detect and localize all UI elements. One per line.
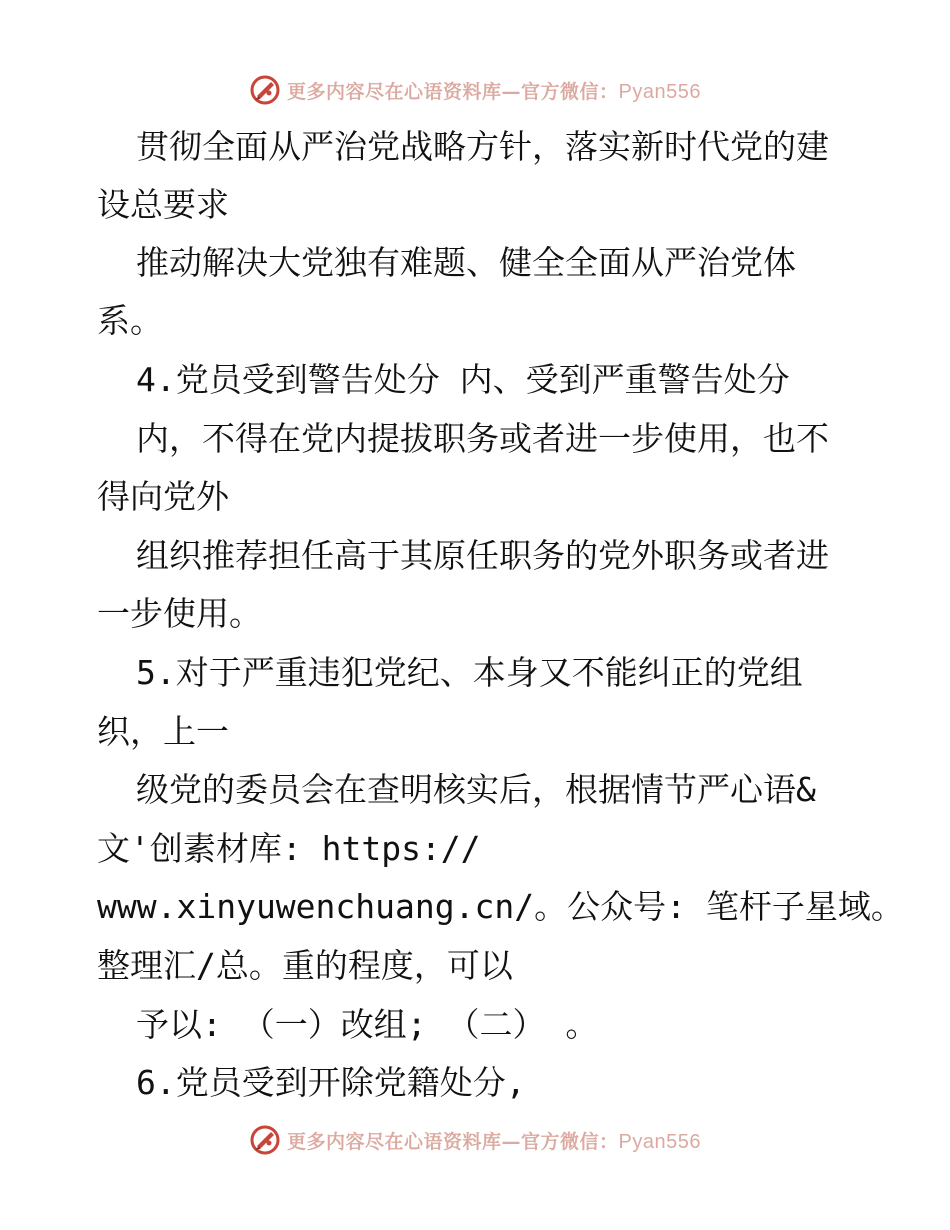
text-line: 文'创素材库: https:// bbox=[97, 829, 481, 868]
brand-logo-icon bbox=[249, 1124, 281, 1156]
footer-banner bbox=[0, 1120, 950, 1160]
text-line: 6.党员受到开除党籍处分, bbox=[136, 1063, 526, 1102]
text-line: 贯彻全面从严治党战略方针，落实新时代党的建 bbox=[136, 127, 829, 166]
footer-banner-handle: Pyan556 bbox=[618, 1130, 701, 1153]
text-line: 推动解决大党独有难题、健全全面从严治党体 bbox=[136, 243, 796, 282]
footer-banner-text bbox=[287, 1127, 701, 1154]
footer-banner-label: 更多内容尽在心语资料库—官方微信： bbox=[287, 1130, 619, 1153]
text-line: 设总要求 bbox=[97, 185, 229, 224]
text-line: 5.对于严重违犯党纪、本身又不能纠正的党组 bbox=[136, 653, 803, 692]
text-line: 予以: （一）改组; （二） 。 bbox=[136, 1005, 599, 1044]
header-banner-label: 更多内容尽在心语资料库—官方微信： bbox=[287, 80, 619, 103]
text-line: 4.党员受到警告处分 内、受到严重警告处分 bbox=[136, 360, 790, 399]
header-banner bbox=[0, 70, 950, 110]
text-line: 内，不得在党内提拔职务或者进一步使用，也不 bbox=[136, 419, 829, 458]
text-line: www.xinyuwenchuang.cn/。公众号: 笔杆子星域。 bbox=[97, 887, 904, 926]
header-banner-handle: Pyan556 bbox=[618, 80, 701, 103]
text-line: 系。 bbox=[97, 301, 163, 340]
header-banner-text bbox=[287, 77, 701, 104]
text-line: 一步使用。 bbox=[97, 594, 262, 633]
text-line: 得向党外 bbox=[97, 477, 229, 516]
text-line: 级党的委员会在查明核实后，根据情节严心语& bbox=[136, 770, 816, 809]
text-line: 整理汇/总。重的程度，可以 bbox=[97, 946, 513, 985]
brand-logo-icon bbox=[249, 74, 281, 106]
text-line: 织，上一 bbox=[97, 712, 229, 751]
text-line: 组织推荐担任高于其原任职务的党外职务或者进 bbox=[136, 536, 829, 575]
